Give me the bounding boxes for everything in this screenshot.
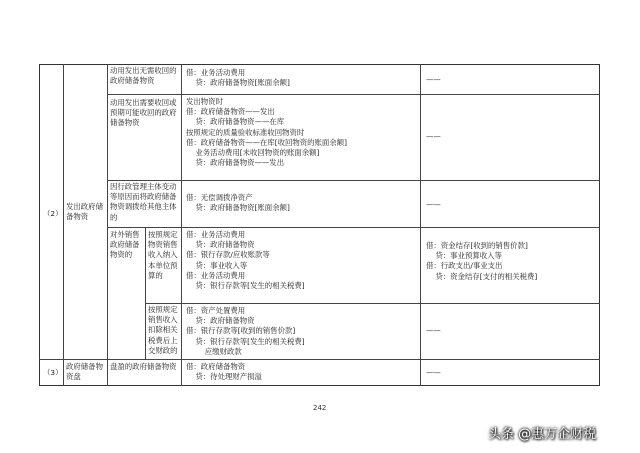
item-number: （3） (43, 368, 63, 377)
condition-cell: 对外销售政府储备物资的 (110, 230, 140, 260)
row-rule-2 (107, 180, 600, 181)
sub-condition-cell: 按照规定销售收入扣除相关税费后上交财政的 (148, 305, 178, 355)
budget-entry: —— (426, 132, 441, 141)
item-label: 发出政府储备物资 (66, 202, 103, 222)
budget-entry: —— (426, 326, 441, 335)
sub-condition-cell: 按照规定物资销售收入纳入本单位预算的 (148, 230, 178, 280)
financial-entry: 借：资产处置费用 贷：政府储备物资 借：银行存款等[收到的销售价款] 贷：银行存款等[发生的相关税费] 应缴财政款 (186, 306, 305, 356)
col-rule-1 (63, 64, 64, 386)
financial-entry: 借：业务活动费用 贷：政府储备物资 借：银行存款/应收账款等 贷：事业收入等 借：业务活动费用 贷：银行存款等[发生的相关税费] (186, 230, 305, 291)
row-rule-1 (107, 94, 600, 95)
col-rule-2 (107, 64, 108, 386)
budget-entry: —— (426, 368, 441, 377)
source-watermark (488, 423, 596, 442)
condition-cell: 盘盈的政府储备物资 (110, 362, 177, 371)
condition-cell: 动用发出无需收回的政府储备物资 (110, 66, 177, 86)
page-number: 242 (313, 404, 327, 412)
budget-entry: 借：资金结存[收到的销售价款] 贷：事业预算收入等 借：行政支出/事业支出 贷：资金结存[支付的相关税费] (426, 241, 538, 281)
financial-entry: 借：无偿调拨净资产 贷：政府储备物资[账面余额] (186, 193, 290, 213)
watermark-text: 头条 @惠万企财税 (488, 427, 597, 442)
condition-cell: 因行政管理主体变动等原因而将政府储备物资调拨给其他主体的 (110, 182, 177, 222)
financial-entry: 借：政府储备物资 贷：待处理财产损溢 (186, 362, 262, 382)
budget-entry: —— (426, 75, 441, 84)
item-label: 政府储备物资盘 (66, 362, 103, 382)
row-rule-5 (39, 359, 600, 360)
row-rule-3 (107, 227, 600, 228)
financial-entry: 发出物资时 借：政府储备物资——发出 贷：政府储备物资——在库 按照规定的质量验收标准收回物资时 借：政府储备物资——在库[收回物资的账面余额] 业务活动费用[未收回物资的账面余额] 贷：政府储备物资——发出 (186, 97, 347, 168)
budget-entry: —— (426, 200, 441, 209)
col-rule-4 (420, 64, 421, 386)
item-number: （2） (43, 209, 63, 218)
row-rule-4 (145, 303, 600, 304)
condition-cell: 动用发出需要收回或预期可能收回的政府储备物资 (110, 98, 177, 128)
financial-entry: 借：业务活动费用 贷：政府储备物资[账面余额] (186, 68, 290, 88)
col-rule-sub (145, 227, 146, 359)
